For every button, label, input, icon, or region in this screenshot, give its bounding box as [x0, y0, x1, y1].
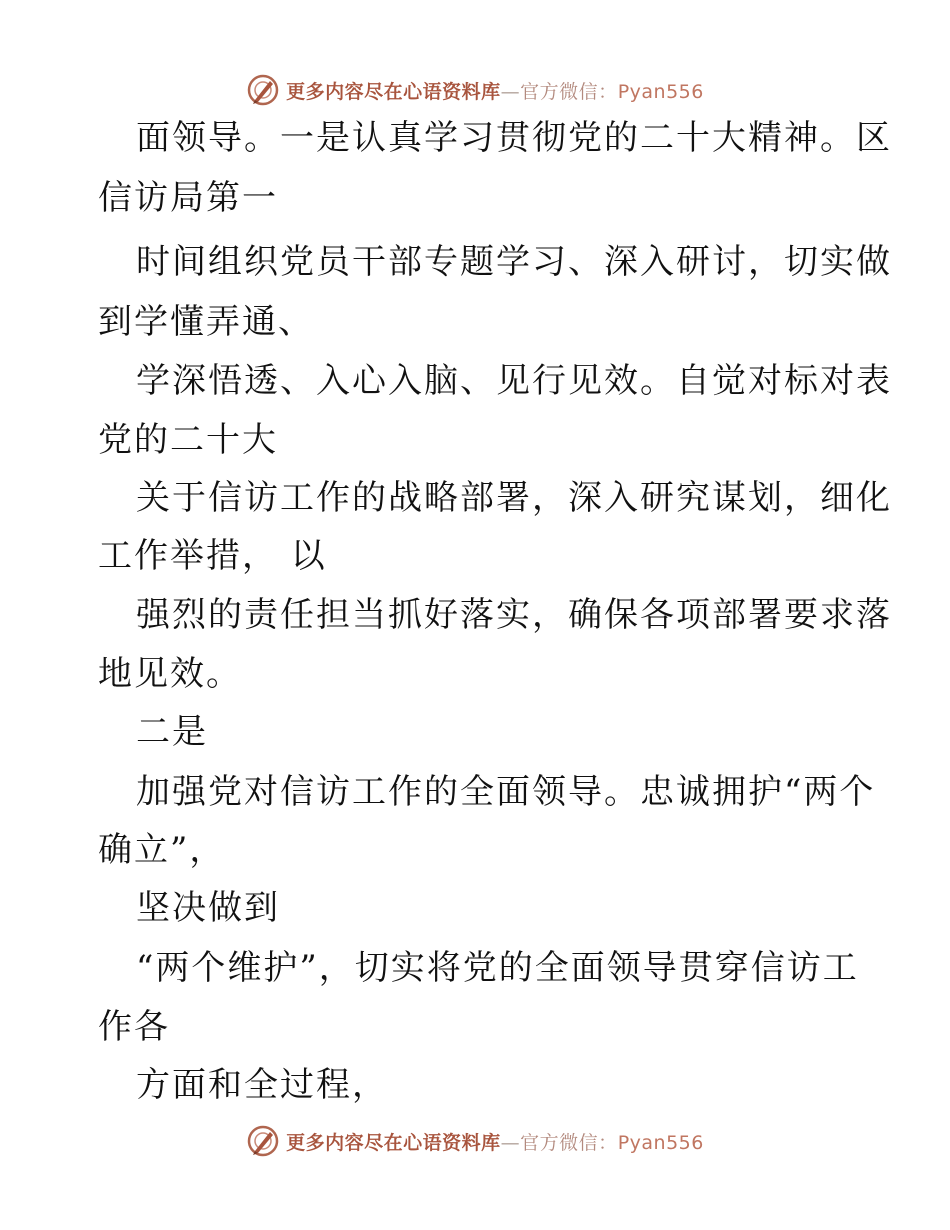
body-line-15: “两个维护”，切实将党的全面领导贯穿信访工	[136, 948, 859, 988]
body-line-13: 确立”，	[98, 830, 226, 870]
header-dash: —	[500, 80, 521, 103]
body-line-1: 面领导。一是认真学习贯彻党的二十大精神。区	[136, 118, 892, 158]
body-line-14: 坚决做到	[136, 888, 280, 928]
body-line-7: 关于信访工作的战略部署，深入研究谋划，细化	[136, 478, 892, 518]
body-line-8: 工作举措， 以	[98, 536, 327, 576]
header-site-name: 更多内容尽在心语资料库	[286, 80, 501, 103]
body-line-16: 作各	[98, 1007, 170, 1047]
body-line-3: 时间组织党员干部专题学习、深入研讨，切实做	[136, 242, 892, 282]
header-wechat-label: 官方微信：	[520, 80, 618, 103]
body-line-11: 二是	[136, 712, 208, 752]
footer-site-name: 更多内容尽在心语资料库	[286, 1131, 501, 1154]
pen-logo-icon	[246, 73, 280, 107]
header-watermark-banner	[0, 70, 950, 110]
footer-watermark-text	[286, 1128, 704, 1155]
body-line-5: 学深悟透、入心入脑、见行见效。自觉对标对表	[136, 361, 892, 401]
footer-wechat-label: 官方微信：	[520, 1131, 618, 1154]
footer-watermark-banner	[0, 1121, 950, 1161]
body-line-10: 地见效。	[98, 654, 242, 694]
footer-dash: —	[500, 1131, 521, 1154]
body-line-17: 方面和全过程，	[136, 1065, 388, 1105]
body-line-2: 信访局第一	[98, 178, 278, 218]
body-line-4: 到学懂弄通、	[98, 302, 314, 342]
footer-wechat-id: Pyan556	[617, 1131, 704, 1154]
pen-logo-icon	[246, 1124, 280, 1158]
body-line-6: 党的二十大	[98, 420, 278, 460]
body-line-9: 强烈的责任担当抓好落实，确保各项部署要求落	[136, 595, 892, 635]
header-wechat-id: Pyan556	[617, 80, 704, 103]
body-line-12: 加强党对信访工作的全面领导。忠诚拥护“两个	[136, 772, 876, 812]
header-watermark-text	[286, 77, 704, 104]
